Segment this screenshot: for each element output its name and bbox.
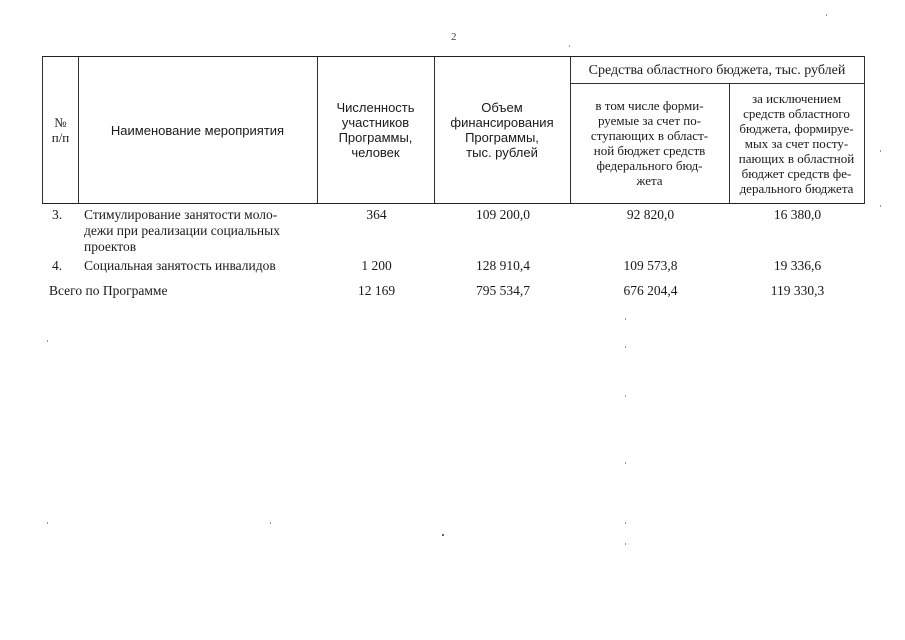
row-name: Социальная занятость инвалидов (84, 258, 276, 273)
row-federal: 109 573,8 (623, 258, 678, 273)
row-participants: 1 200 (361, 258, 392, 273)
header-federal: в том числе форми- руемые за счет по- ступающих в област- ной бюджет средств федерального бюд- жета (590, 98, 709, 188)
row-participants: 364 (366, 207, 387, 222)
row-name: Стимулирование занятости моло- дежи при реализации социальных проектов (84, 207, 280, 254)
header-participants: Численность участников Программы, человек (336, 100, 415, 160)
row-excl-federal: 16 380,0 (773, 207, 822, 222)
page-number: 2 (451, 31, 457, 43)
total-label: Всего по Программе (49, 283, 168, 298)
total-federal: 676 204,4 (623, 283, 678, 298)
total-excl-federal: 119 330,3 (770, 283, 825, 298)
table-header (42, 56, 865, 204)
header-budget-group: Средства областного бюджета, тыс. рублей (588, 62, 846, 78)
row-number: 3. (52, 207, 63, 222)
row-number: 4. (52, 258, 63, 273)
row-financing: 128 910,4 (476, 258, 530, 273)
row-financing: 109 200,0 (476, 207, 530, 222)
row-excl-federal: 19 336,6 (773, 258, 822, 273)
header-name: Наименование мероприятия (110, 122, 285, 138)
header-excl-federal: за исключением средств областного бюджета, формируе- мых за счет посту- пающих в областной бюджет средств фе- дерального бюджета (738, 90, 855, 196)
header-financing: Объем финансирования Программы, тыс. рублей (450, 100, 554, 160)
total-financing: 795 534,7 (476, 283, 530, 298)
row-federal: 92 820,0 (626, 207, 675, 222)
total-participants: 12 169 (357, 283, 396, 298)
header-no: № п/п (51, 115, 70, 145)
